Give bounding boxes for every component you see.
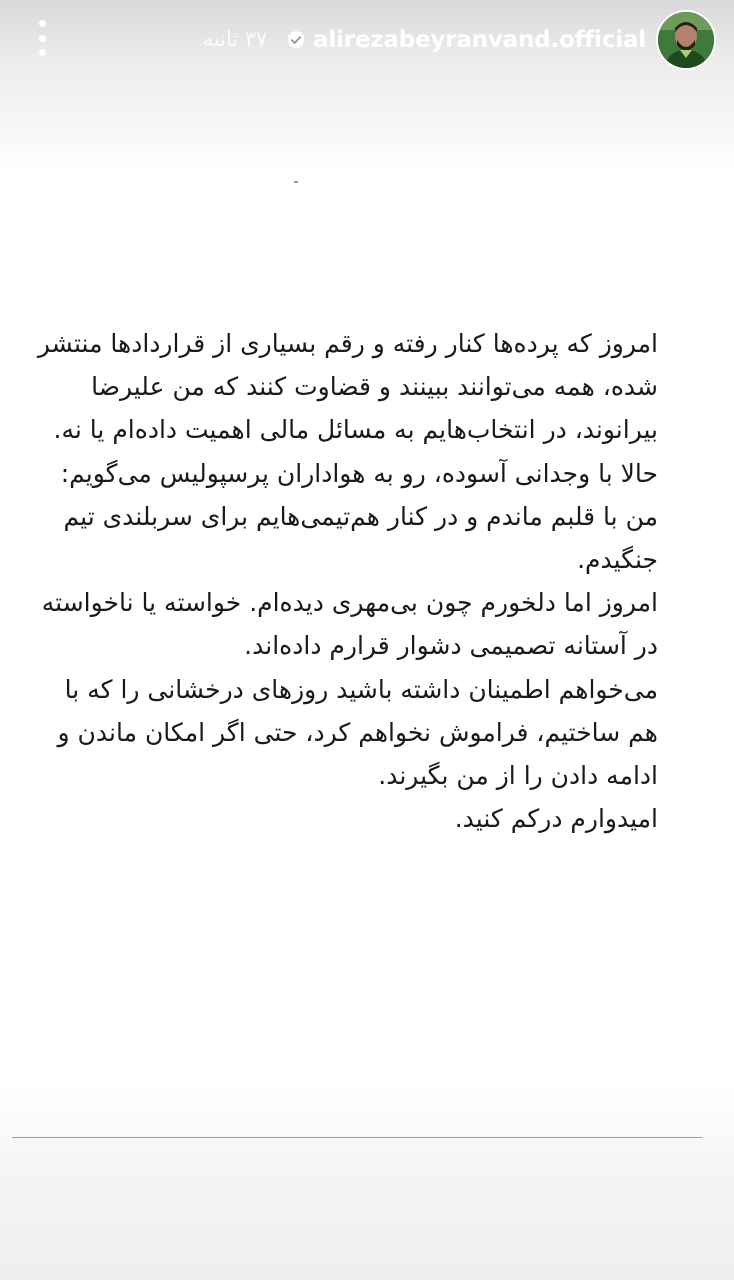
statement-paragraph: امیدوارم درکم کنید. [454,804,658,834]
post-time: ۳۷ ثانیه [202,27,268,51]
menu-dot [39,20,46,27]
statement-text [30,322,658,840]
menu-dot [39,49,46,56]
more-options-icon[interactable] [30,20,54,56]
avatar[interactable] [656,10,716,70]
image-artifact [294,181,298,183]
statement-paragraph: می‌خواهم اطمینان داشته باشید روزهای درخشانی را که با هم ساختیم، فراموش نخواهم کرد، حتی اگر امکان ماندن و ادامه دادن را از من بگیرند. [57,674,658,791]
statement-paragraph: امروز که پرده‌ها کنار رفته و رقم بسیاری از قراردادها منتشر شده، همه می‌توانند ببینند و قضاوت کنند که من علیرضا بیرانوند، در انتخاب‌هایم به مسائل مالی اهمیت داده‌ام یا نه. [37,329,658,445]
avatar-image [658,12,714,68]
verified-badge-icon [285,29,307,51]
menu-dot [39,35,46,42]
statement-paragraph: امروز اما دلخورم چون بی‌مهری دیده‌ام. خواسته یا ناخواسته در آستانه تصمیمی دشوار قرارم داده‌اند. [41,588,658,661]
statement-paragraph: حالا با وجدانی آسوده، رو به هواداران پرسپولیس می‌گویم: [60,458,658,488]
story-header [0,0,734,80]
username[interactable]: alirezabeyranvand.official [313,27,646,53]
user-profile-link[interactable] [285,11,716,69]
statement-paragraph: من با قلبم ماندم و در کنار هم‌تیمی‌هایم برای سربلندی تیم جنگیدم. [63,501,658,575]
divider-line [12,1137,702,1138]
